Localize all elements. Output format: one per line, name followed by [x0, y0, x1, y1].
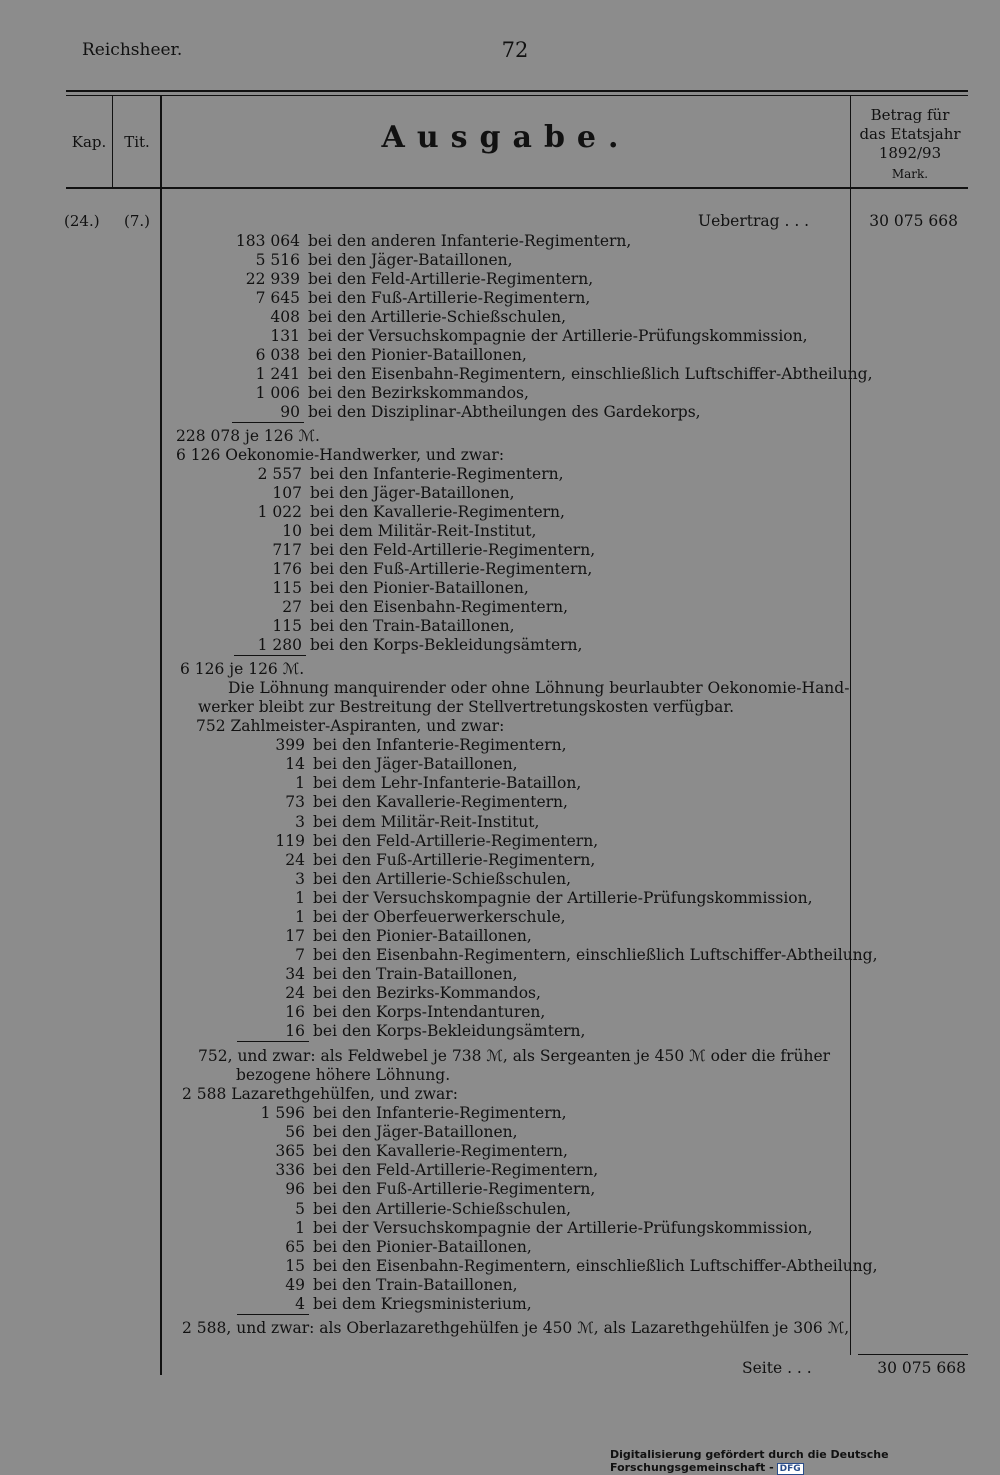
summary-line: 2 588, und zwar: als Oberlazarethgehülfen je 450 ℳ, als Lazarethgehülfen je 306 ℳ,: [182, 1318, 850, 1337]
detail-line: [225, 1180, 595, 1199]
detail-line: [222, 579, 529, 598]
count-value: 717: [272, 540, 302, 559]
count-value: 1: [295, 888, 305, 907]
count-value: 7 645: [255, 289, 300, 308]
count-value: 10: [282, 521, 302, 540]
detail-line: [222, 541, 595, 560]
count-value: 107: [272, 483, 302, 502]
detail-line: [225, 1003, 545, 1022]
count-value: 4: [295, 1294, 305, 1313]
seite-label: Seite . . .: [742, 1359, 812, 1377]
unit-description: bei den Disziplinar-Abtheilungen des Gardekorps,: [308, 403, 701, 422]
count-value: 65: [285, 1237, 305, 1256]
count-value: 131: [270, 327, 300, 346]
col-divider-kap: [112, 95, 113, 187]
unit-description: bei den Fuß-Artillerie-Regimentern,: [313, 850, 596, 869]
count-value: 2 557: [257, 464, 302, 483]
detail-line: [225, 1022, 585, 1041]
count-value: 3: [295, 812, 305, 831]
detail-line: [225, 1200, 571, 1219]
digitization-credit: [610, 1448, 1000, 1475]
detail-line: [225, 1161, 598, 1180]
count-value: 3: [295, 869, 305, 888]
detail-line: [225, 984, 541, 1003]
table-header-rule: [66, 187, 968, 189]
unit-description: bei den Pionier-Bataillonen,: [308, 346, 527, 365]
detail-line: [222, 598, 568, 617]
detail-line: [220, 232, 631, 251]
unit-description: bei den Eisenbahn-Regimentern, einschließlich Luftschiffer-Abtheilung,: [308, 365, 873, 384]
detail-line: [225, 755, 518, 774]
unit-description: bei den Korps-Intendanturen,: [313, 1003, 546, 1021]
unit-description: bei den Infanterie-Regimentern,: [313, 736, 567, 755]
unit-description: bei den Train-Bataillonen,: [313, 964, 518, 983]
detail-line: [220, 384, 529, 403]
detail-line: [225, 1276, 518, 1295]
col-divider-betrag: [850, 95, 851, 1355]
detail-line: [225, 889, 813, 908]
betrag-unit: Mark.: [891, 167, 929, 181]
sum-underline: [234, 655, 306, 656]
detail-line: [225, 870, 571, 889]
summary-line: werker bleibt zur Bestreitung der Stellvertretungskosten verfügbar.: [198, 698, 735, 717]
page-number: 72: [501, 38, 529, 62]
detail-line: [225, 1219, 813, 1238]
detail-line: [222, 465, 564, 484]
unit-description: bei den Bezirks-Kommandos,: [313, 983, 541, 1002]
detail-line: [222, 617, 515, 636]
count-value: 15: [285, 1256, 305, 1275]
summary-line: 6 126 Oekonomie-Handwerker, und zwar:: [176, 445, 505, 464]
unit-description: bei den Train-Bataillonen,: [310, 617, 515, 635]
sum-underline: [237, 1314, 309, 1315]
count-value: 96: [285, 1180, 305, 1199]
count-value: 1 596: [260, 1104, 305, 1123]
summary-line: 6 126 je 126 ℳ.: [180, 660, 305, 679]
count-value: 5: [295, 1199, 305, 1218]
count-value: 365: [275, 1142, 305, 1161]
count-value: 34: [285, 964, 305, 983]
header-tit: Tit.: [124, 133, 150, 151]
unit-description: bei dem Kriegsministerium,: [313, 1294, 532, 1313]
unit-description: bei den Pionier-Bataillonen,: [313, 926, 532, 945]
summary-line: bezogene höhere Löhnung.: [236, 1066, 451, 1085]
detail-line: [225, 851, 595, 870]
detail-line: [222, 522, 536, 541]
unit-description: bei den Feld-Artillerie-Regimentern,: [313, 1161, 599, 1180]
count-value: 399: [275, 736, 305, 755]
unit-description: bei den Eisenbahn-Regimentern,: [310, 597, 569, 616]
count-value: 1 006: [255, 384, 300, 403]
uebertrag-amount: 30 075 668: [869, 212, 958, 230]
detail-line: [220, 346, 527, 365]
detail-line: [225, 793, 568, 812]
unit-description: bei den Infanterie-Regimentern,: [310, 464, 564, 483]
unit-description: bei den Pionier-Bataillonen,: [310, 578, 529, 597]
unit-description: bei den Fuß-Artillerie-Regimentern,: [308, 289, 591, 308]
unit-description: bei den anderen Infanterie-Regimentern,: [308, 232, 632, 250]
unit-description: bei dem Militär-Reit-Institut,: [313, 812, 540, 831]
detail-line: [225, 1142, 568, 1161]
detail-line: [225, 908, 566, 927]
betrag-line2: das Etatsjahr: [859, 125, 961, 143]
count-value: 1 022: [257, 502, 302, 521]
unit-description: bei der Versuchskompagnie der Artillerie-Prüfungskommission,: [313, 888, 813, 907]
credit-text: Digitalisierung gefördert durch die Deutsche Forschungsgemeinschaft -: [610, 1448, 889, 1474]
total-rule: [858, 1354, 968, 1355]
detail-line: [225, 965, 518, 984]
count-value: 56: [285, 1123, 305, 1142]
header-ausgabe: Ausgabe.: [381, 120, 631, 155]
count-value: 408: [270, 308, 300, 327]
unit-description: bei den Artillerie-Schießschulen,: [313, 869, 572, 888]
count-value: 1: [295, 774, 305, 793]
table-top-rule-thin: [66, 95, 968, 96]
count-value: 336: [275, 1161, 305, 1180]
count-value: 1: [295, 1218, 305, 1237]
count-value: 90: [280, 403, 300, 422]
tit-value: (7.): [124, 212, 151, 230]
count-value: 24: [285, 983, 305, 1002]
count-value: 5 516: [255, 251, 300, 270]
count-value: 16: [285, 1022, 305, 1041]
unit-description: bei den Feld-Artillerie-Regimentern,: [308, 270, 594, 289]
unit-description: bei den Feld-Artillerie-Regimentern,: [310, 540, 596, 559]
sum-underline: [232, 422, 304, 423]
count-value: 115: [272, 578, 302, 597]
count-value: 176: [272, 559, 302, 578]
detail-line: [225, 736, 567, 755]
count-value: 24: [285, 850, 305, 869]
unit-description: bei der Versuchskompagnie der Artillerie-Prüfungskommission,: [313, 1218, 813, 1237]
count-value: 7: [295, 945, 305, 964]
unit-description: bei den Eisenbahn-Regimentern, einschließlich Luftschiffer-Abtheilung,: [313, 945, 878, 964]
sum-underline: [237, 1041, 309, 1042]
dfg-logo: DFG: [777, 1463, 804, 1475]
unit-description: bei den Train-Bataillonen,: [313, 1275, 518, 1294]
detail-line: [225, 927, 532, 946]
count-value: 115: [272, 617, 302, 635]
unit-description: bei den Kavallerie-Regimentern,: [313, 1142, 568, 1161]
count-value: 73: [285, 793, 305, 812]
running-header: Reichsheer.: [82, 40, 183, 60]
seite-amount: 30 075 668: [877, 1359, 966, 1377]
unit-description: bei den Jäger-Bataillonen,: [313, 1123, 518, 1142]
detail-line: [225, 1295, 532, 1314]
unit-description: bei den Eisenbahn-Regimentern, einschließlich Luftschiffer-Abtheilung,: [313, 1256, 878, 1275]
unit-description: bei den Pionier-Bataillonen,: [313, 1237, 532, 1256]
uebertrag-label: Uebertrag . . .: [698, 212, 810, 230]
kap-value: (24.): [64, 212, 100, 230]
detail-line: [220, 289, 590, 308]
header-betrag: [852, 106, 968, 184]
detail-line: [225, 1238, 532, 1257]
detail-line: [220, 327, 808, 346]
unit-description: bei den Infanterie-Regimentern,: [313, 1104, 567, 1123]
count-value: 1 241: [255, 365, 300, 384]
detail-line: [220, 365, 873, 384]
header-kap: Kap.: [71, 133, 107, 151]
detail-line: [220, 308, 566, 327]
unit-description: bei den Kavallerie-Regimentern,: [310, 502, 565, 521]
unit-description: bei den Feld-Artillerie-Regimentern,: [313, 831, 599, 850]
count-value: 6 038: [255, 346, 300, 365]
unit-description: bei den Korps-Bekleidungsämtern,: [313, 1022, 586, 1041]
unit-description: bei den Artillerie-Schießschulen,: [308, 308, 567, 327]
detail-line: [225, 774, 581, 793]
col-divider-tit: [160, 95, 162, 1375]
count-value: 183 064: [235, 232, 300, 250]
unit-description: bei den Jäger-Bataillonen,: [313, 755, 518, 774]
detail-line: [225, 1257, 878, 1276]
count-value: 17: [285, 926, 305, 945]
summary-line: 228 078 je 126 ℳ.: [176, 426, 320, 445]
unit-description: bei den Jäger-Bataillonen,: [308, 251, 513, 270]
detail-line: [222, 636, 582, 655]
detail-line: [225, 1104, 567, 1123]
unit-description: bei den Kavallerie-Regimentern,: [313, 793, 568, 812]
unit-description: bei der Versuchskompagnie der Artillerie-Prüfungskommission,: [308, 327, 808, 346]
betrag-line1: Betrag für: [870, 106, 950, 124]
summary-line: Die Löhnung manquirender oder ohne Löhnung beurlaubter Oekonomie-Hand-: [228, 679, 850, 698]
detail-line: [225, 832, 598, 851]
summary-line: 2 588 Lazarethgehülfen, und zwar:: [182, 1085, 458, 1104]
count-value: 49: [285, 1275, 305, 1294]
detail-line: [220, 251, 513, 270]
unit-description: bei den Bezirkskommandos,: [308, 384, 529, 403]
unit-description: bei den Artillerie-Schießschulen,: [313, 1199, 572, 1218]
count-value: 119: [275, 831, 305, 850]
detail-line: [222, 503, 565, 522]
unit-description: bei den Fuß-Artillerie-Regimentern,: [310, 559, 593, 578]
count-value: 14: [285, 755, 305, 774]
unit-description: bei den Jäger-Bataillonen,: [310, 483, 515, 502]
detail-line: [225, 946, 878, 965]
table-top-rule: [66, 90, 968, 92]
detail-line: [222, 560, 592, 579]
detail-line: [225, 813, 539, 832]
unit-description: bei den Korps-Bekleidungsämtern,: [310, 636, 583, 655]
detail-line: [225, 1123, 518, 1142]
count-value: 1: [295, 907, 305, 926]
unit-description: bei den Fuß-Artillerie-Regimentern,: [313, 1180, 596, 1199]
unit-description: bei der Oberfeuerwerkerschule,: [313, 907, 566, 926]
summary-line: 752, und zwar: als Feldwebel je 738 ℳ, als Sergeanten je 450 ℳ oder die früher: [198, 1047, 831, 1066]
count-value: 1 280: [257, 636, 302, 655]
count-value: 27: [282, 597, 302, 616]
unit-description: bei dem Lehr-Infanterie-Bataillon,: [313, 774, 582, 793]
summary-line: 752 Zahlmeister-Aspiranten, und zwar:: [196, 717, 505, 736]
detail-line: [220, 270, 593, 289]
detail-line: [222, 484, 515, 503]
unit-description: bei dem Militär-Reit-Institut,: [310, 521, 537, 540]
betrag-line3: 1892/93: [878, 144, 942, 162]
detail-line: [220, 403, 701, 422]
count-value: 22 939: [245, 270, 300, 289]
count-value: 16: [285, 1003, 305, 1021]
